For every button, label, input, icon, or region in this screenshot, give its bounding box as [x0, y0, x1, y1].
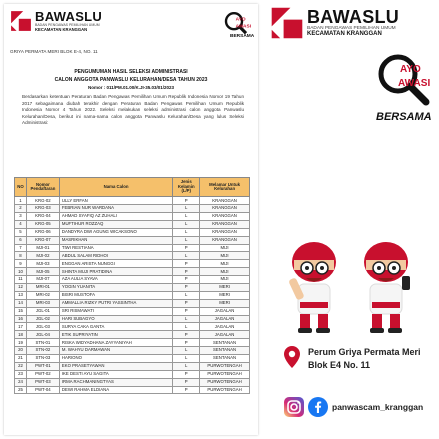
gender-cell: L [173, 323, 200, 331]
gender-cell: P [173, 197, 200, 205]
row-number-cell: 12 [15, 283, 27, 291]
row-number-cell: 10 [15, 268, 27, 276]
mascot-illustration [262, 238, 439, 338]
village-cell: KRANGGAN [200, 220, 250, 228]
gender-cell: L [173, 236, 200, 244]
brand-unit: KECAMATAN KRANGGAN [35, 27, 88, 32]
village-cell: KRANGGAN [200, 205, 250, 213]
table-row [15, 299, 250, 307]
registration-number-cell: MRI-03 [26, 299, 59, 307]
table-row [15, 276, 250, 284]
candidate-name-cell: ABDUL SALAM RIDHOI [59, 252, 172, 260]
registration-number-cell: STN-01 [26, 339, 59, 347]
registration-number-cell: JGL-03 [26, 323, 59, 331]
village-cell: SENTANAN [200, 347, 250, 355]
svg-text:BERSAMA: BERSAMA [376, 111, 432, 123]
table-row [15, 370, 250, 378]
gender-cell: L [173, 205, 200, 213]
table-row [15, 386, 250, 394]
location-line-2: Blok E4 No. 11 [308, 360, 371, 370]
village-cell: JAGALAN [200, 331, 250, 339]
candidate-name-cell: FEBRIAN NUR WARDANA [59, 205, 172, 213]
village-cell: JAGALAN [200, 307, 250, 315]
sidebar-brand-unit: KECAMATAN KRANGGAN [307, 31, 382, 38]
candidate-name-cell: MUFTIHUR ROZZAQ [59, 220, 172, 228]
row-number-cell: 25 [15, 386, 27, 394]
gender-cell: P [173, 260, 200, 268]
village-cell: MIJI [200, 276, 250, 284]
village-cell: KRANGGAN [200, 236, 250, 244]
village-cell: MIJI [200, 244, 250, 252]
announcement-subtitle: CALON ANGGOTA PANWASLU KELURAHAN/DESA TAHUN 2023 [54, 77, 208, 83]
header-candidate-name: Nama Calon [59, 178, 172, 197]
row-number-cell: 21 [15, 355, 27, 363]
candidate-name-cell: HARIONO [59, 355, 172, 363]
table-row [15, 362, 250, 370]
candidate-name-cell: SURYA CAKA GANTA [59, 323, 172, 331]
candidate-name-cell: HARI SUBAGYO [59, 315, 172, 323]
row-number-cell: 7 [15, 244, 27, 252]
location-line-1: Perum Griya Permata Meri [308, 347, 421, 357]
gender-cell: L [173, 212, 200, 220]
gender-cell: L [173, 347, 200, 355]
village-cell: JAGALAN [200, 315, 250, 323]
svg-text:BERSAMA: BERSAMA [230, 34, 254, 40]
candidate-name-cell: AMMALLIA RIZKY PUTRI YASSINTHA [59, 299, 172, 307]
registration-number-cell: MJI-02 [26, 252, 59, 260]
promo-panel [262, 0, 439, 439]
table-row [15, 260, 250, 268]
candidate-name-cell: IKE DESTI AYU SAGITA [59, 370, 172, 378]
gender-cell: P [173, 283, 200, 291]
gender-cell: L [173, 220, 200, 228]
row-number-cell: 2 [15, 205, 27, 213]
table-row [15, 236, 250, 244]
candidates-table [14, 177, 250, 394]
registration-number-cell: KRG-02 [26, 197, 59, 205]
svg-text:AWASI: AWASI [398, 78, 431, 89]
header-no: NO [15, 178, 27, 197]
sidebar-letterhead [270, 6, 399, 40]
candidate-name-cell: BISRI MUSTOFA [59, 291, 172, 299]
registration-number-cell: JGL-04 [26, 331, 59, 339]
letterhead-address: GRIYA PERMATA MERI BLOK E-4, NO. 11 [10, 49, 98, 54]
village-cell: PURWOTENGAH [200, 386, 250, 394]
facebook-icon[interactable] [308, 397, 328, 417]
row-number-cell: 13 [15, 291, 27, 299]
table-row [15, 220, 250, 228]
row-number-cell: 9 [15, 260, 27, 268]
letterhead [10, 10, 102, 32]
brand-subtitle: BADAN PENGAWAS PEMILIHAN UMUM [35, 23, 100, 27]
table-header-row [15, 178, 250, 197]
village-cell: MERI [200, 283, 250, 291]
candidate-name-cell: DANDYRA DWI AGUNG WICAKSONO [59, 228, 172, 236]
svg-text:AWASI: AWASI [235, 24, 252, 30]
row-number-cell: 17 [15, 323, 27, 331]
table-row [15, 228, 250, 236]
gender-cell: P [173, 244, 200, 252]
bawaslu-logo-icon [270, 6, 304, 40]
table-row [15, 212, 250, 220]
row-number-cell: 24 [15, 378, 27, 386]
row-number-cell: 11 [15, 276, 27, 284]
village-cell: JAGALAN [200, 323, 250, 331]
gender-cell: L [173, 362, 200, 370]
header-village: Melamar Untuk Kelurahan [200, 178, 250, 197]
table-row [15, 205, 250, 213]
table-row [15, 291, 250, 299]
gender-cell: P [173, 339, 200, 347]
registration-number-cell: JGL-01 [26, 307, 59, 315]
announcement-title: PENGUMUMAN HASIL SELEKSI ADMINISTRASI [74, 69, 188, 75]
office-location [284, 346, 421, 372]
row-number-cell: 4 [15, 220, 27, 228]
registration-number-cell: STN-02 [26, 347, 59, 355]
candidate-name-cell: ETIK SUPRIYATIN [59, 331, 172, 339]
village-cell: MIJI [200, 252, 250, 260]
gender-cell: P [173, 299, 200, 307]
registration-number-cell: MJI-05 [26, 268, 59, 276]
table-row [15, 355, 250, 363]
gender-cell: L [173, 315, 200, 323]
row-number-cell: 14 [15, 299, 27, 307]
registration-number-cell: PWT-03 [26, 378, 59, 386]
sidebar-brand-name: BAWASLU [307, 6, 400, 27]
gender-cell: L [173, 228, 200, 236]
table-row [15, 339, 250, 347]
village-cell: KRANGGAN [200, 228, 250, 236]
sidebar-brand-subtitle: BADAN PENGAWAS PEMILIHAN UMUM [307, 25, 396, 31]
registration-number-cell: KRG-04 [26, 212, 59, 220]
gender-cell: P [173, 378, 200, 386]
village-cell: MERI [200, 291, 250, 299]
mascot-right [364, 242, 410, 333]
header-registration-number: Nomor Pendaftaran [26, 178, 59, 197]
village-cell: KRANGGAN [200, 212, 250, 220]
row-number-cell: 19 [15, 339, 27, 347]
registration-number-cell: JGL-02 [26, 315, 59, 323]
candidate-name-cell: IRMA RACHMANINGTYAS [59, 378, 172, 386]
row-number-cell: 16 [15, 315, 27, 323]
table-row [15, 244, 250, 252]
registration-number-cell: MJI-03 [26, 260, 59, 268]
village-cell: MIJI [200, 268, 250, 276]
row-number-cell: 22 [15, 362, 27, 370]
gender-cell: P [173, 370, 200, 378]
candidate-name-cell: AHMAD SYAFIQ AZ ZUHALI [59, 212, 172, 220]
registration-number-cell: PWT-01 [26, 362, 59, 370]
social-handle[interactable]: panwascam_kranggan [332, 402, 424, 412]
village-cell: SENTANAN [200, 339, 250, 347]
row-number-cell: 5 [15, 228, 27, 236]
gender-cell: P [173, 307, 200, 315]
gender-cell: P [173, 331, 200, 339]
gender-cell: P [173, 386, 200, 394]
instagram-icon[interactable] [284, 397, 304, 417]
village-cell: MIJI [200, 260, 250, 268]
brand-name: BAWASLU [35, 9, 103, 24]
table-row [15, 315, 250, 323]
registration-number-cell: PWT-04 [26, 386, 59, 394]
announcement-number: Nomor : 011/PM.01.00/K.JI-35.03/01/2023 [87, 85, 175, 90]
announcement-paragraph: Berdasarkan ketentuan Peraturan Badan Pengawas Pemilihan Umum Republik Indonesia Nomor 19 Tahun 2017 sebagaimana diubah terakhir dengan Peraturan Badan Pengawas Pemilihan Umum Republik Indonesia Nomor 4 Tahun 2022. Seleksi melakukan seleksi administrasi calon anggota Panwaslu Kelurahan/Desa, berikut ini nama-nama calon anggota Panwaslu Kelurahan/Desa yang lulus Seleksi Administrasi: [22, 94, 244, 126]
row-number-cell: 20 [15, 347, 27, 355]
table-row [15, 331, 250, 339]
village-cell: PURWOTENGAH [200, 362, 250, 370]
row-number-cell: 6 [15, 236, 27, 244]
registration-number-cell: KRG-07 [26, 236, 59, 244]
row-number-cell: 3 [15, 212, 27, 220]
registration-number-cell: MJI-07 [26, 276, 59, 284]
gender-cell: L [173, 252, 200, 260]
candidate-name-cell: AZA AULIA SYAVA [59, 276, 172, 284]
table-row [15, 268, 250, 276]
ayo-awasi-bersama-stamp-icon [374, 48, 436, 126]
announcement-document [4, 4, 258, 435]
table-row [15, 252, 250, 260]
row-number-cell: 15 [15, 307, 27, 315]
table-row [15, 323, 250, 331]
row-number-cell: 8 [15, 252, 27, 260]
registration-number-cell: MRI-02 [26, 291, 59, 299]
candidate-name-cell: YOGIN YUANITA [59, 283, 172, 291]
mascot-left [288, 242, 336, 333]
candidate-name-cell: MASRIKHAN [59, 236, 172, 244]
ayo-awasi-bersama-stamp-icon [222, 10, 254, 42]
village-cell: SENTANAN [200, 355, 250, 363]
gender-cell: P [173, 276, 200, 284]
candidate-name-cell: ULLY ERFAN [59, 197, 172, 205]
table-row [15, 378, 250, 386]
svg-text:AYO: AYO [235, 17, 246, 23]
village-cell: MERI [200, 299, 250, 307]
candidate-name-cell: EKO PRASETYAWAN [59, 362, 172, 370]
registration-number-cell: KRG-03 [26, 205, 59, 213]
candidate-name-cell: RISKA WIDYADHANA ZAYYANIYAH [59, 339, 172, 347]
row-number-cell: 1 [15, 197, 27, 205]
gender-cell: L [173, 355, 200, 363]
village-cell: PURWOTENGAH [200, 370, 250, 378]
registration-number-cell: PWT-02 [26, 370, 59, 378]
announcement-heading [4, 68, 258, 92]
social-media [284, 397, 423, 417]
header-gender: Jenis Kelamin (L/P) [173, 178, 200, 197]
candidate-name-cell: DEWI RAHMA ELDIANA [59, 386, 172, 394]
location-pin-icon [284, 346, 300, 368]
bawaslu-logo-icon [10, 10, 32, 32]
candidate-name-cell: ENGGAN ARISTA NUNGGI [59, 260, 172, 268]
svg-text:AYO: AYO [400, 64, 421, 75]
registration-number-cell: KRG-05 [26, 220, 59, 228]
table-row [15, 307, 250, 315]
candidate-name-cell: M. WAHYU DARMAWAN [59, 347, 172, 355]
row-number-cell: 18 [15, 331, 27, 339]
registration-number-cell: STN-03 [26, 355, 59, 363]
table-row [15, 347, 250, 355]
table-row [15, 197, 250, 205]
village-cell: PURWOTENGAH [200, 378, 250, 386]
candidate-name-cell: SRI RISMAWATI [59, 307, 172, 315]
gender-cell: L [173, 291, 200, 299]
candidate-name-cell: SHINTA MUJI PRATIDINA [59, 268, 172, 276]
row-number-cell: 23 [15, 370, 27, 378]
village-cell: KRANGGAN [200, 197, 250, 205]
registration-number-cell: MJI-01 [26, 244, 59, 252]
table-row [15, 283, 250, 291]
registration-number-cell: MRI-01 [26, 283, 59, 291]
registration-number-cell: KRG-06 [26, 228, 59, 236]
gender-cell: P [173, 268, 200, 276]
candidate-name-cell: TIWI RESTIANA [59, 244, 172, 252]
